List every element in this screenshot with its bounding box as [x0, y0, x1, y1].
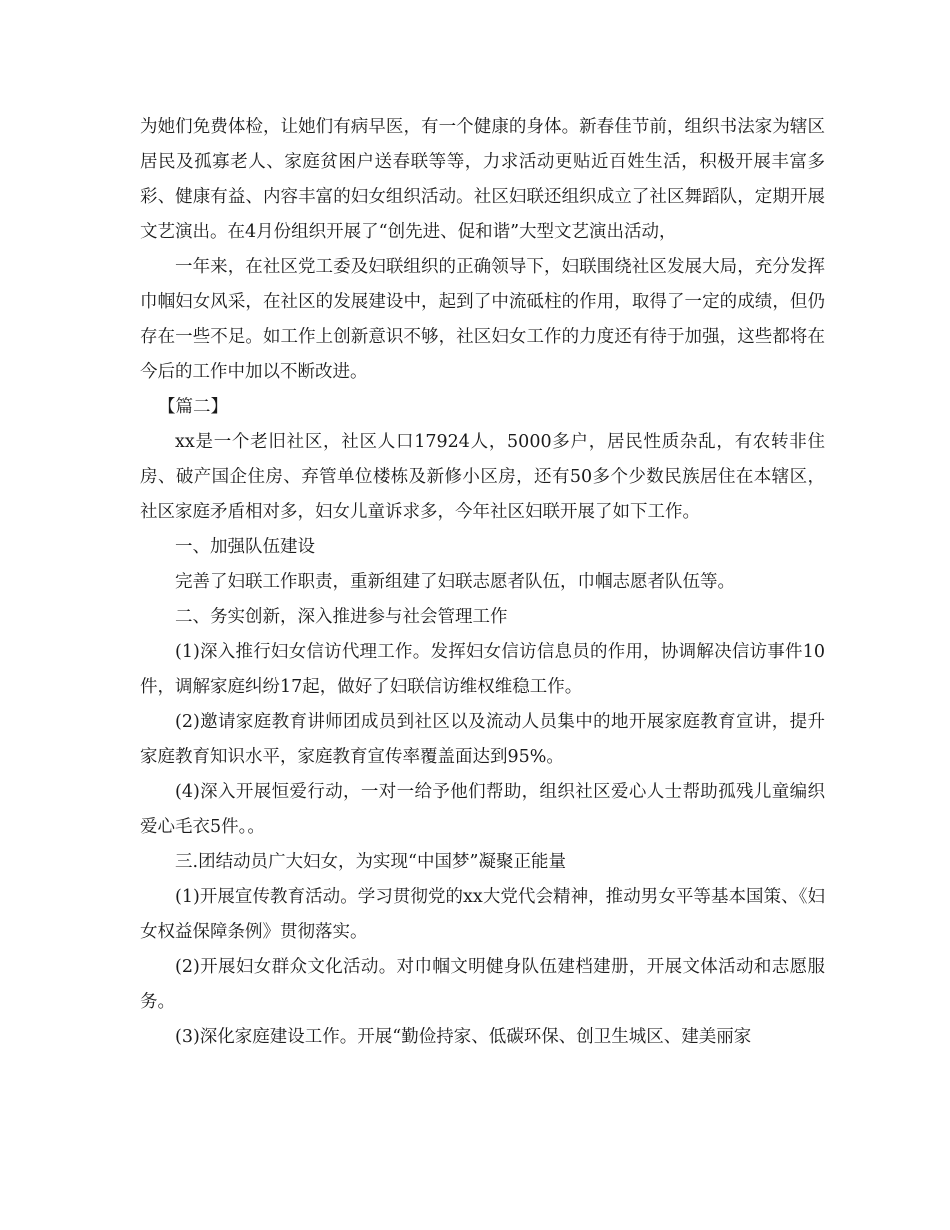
section-heading-part-two: 【篇二】	[158, 397, 228, 417]
subheading-china-dream: 三.团结动员广大妇女，为实现“中国梦”凝聚正能量	[175, 852, 566, 872]
paragraph-team-building: 完善了妇联工作职责，重新组建了妇联志愿者队伍，巾帼志愿者队伍等。	[175, 572, 735, 592]
list-item-family-education: (2)邀请家庭教育讲师团成员到社区以及流动人员集中的地开展家庭教育宣讲，提升家庭教育知识水平，家庭教育宣传率覆盖面达到95%。	[140, 712, 825, 767]
list-item-family-building: (3)深化家庭建设工作。开展“勤俭持家、低碳环保、创卫生城区、建美丽家	[175, 1027, 752, 1047]
list-item-publicity-education: (1)开展宣传教育活动。学习贯彻党的xx大党代会精神，推动男女平等基本国策、《妇女权益保障条例》贯彻落实。	[140, 887, 825, 942]
paragraph-community-overview: xx是一个老旧社区，社区人口17924人，5000多户，居民性质杂乱，有农转非住房、破产国企住房、弃管单位楼栋及新修小区房，还有50多个少数民族居住在本辖区，社区家庭矛盾相对多，妇女儿童诉求多，今年社区妇联开展了如下工作。	[140, 432, 825, 522]
list-item-care-action: (4)深入开展恒爱行动，一对一给予他们帮助，组织社区爱心人士帮助孤残儿童编织爱心毛衣5件。。	[140, 782, 825, 837]
paragraph-intro-continuation: 为她们免费体检，让她们有病早医，有一个健康的身体。新春佳节前，组织书法家为辖区居民及孤寡老人、家庭贫困户送春联等等，力求活动更贴近百姓生活，积极开展丰富多彩、健康有益、内容丰富的妇女组织活动。社区妇联还组织成立了社区舞蹈队，定期开展文艺演出。在4月份组织开展了“创先进、促和谐”大型文艺演出活动，	[140, 117, 825, 242]
subheading-team-building: 一、加强队伍建设	[175, 537, 315, 557]
list-item-petition-work: (1)深入推行妇女信访代理工作。发挥妇女信访信息员的作用，协调解决信访事件10件，调解家庭纠纷17起，做好了妇联信访维权维稳工作。	[140, 642, 825, 697]
document-body	[140, 110, 825, 1055]
paragraph-summary: 一年来，在社区党工委及妇联组织的正确领导下，妇联围绕社区发展大局，充分发挥巾帼妇女风采，在社区的发展建设中，起到了中流砥柱的作用，取得了一定的成绩，但仍存在一些不足。如工作上创新意识不够，社区妇女工作的力度还有待于加强，这些都将在今后的工作中加以不断改进。	[140, 257, 825, 382]
subheading-social-management: 二、务实创新，深入推进参与社会管理工作	[175, 607, 508, 627]
list-item-cultural-activities: (2)开展妇女群众文化活动。对巾帼文明健身队伍建档建册，开展文体活动和志愿服务。	[140, 957, 825, 1012]
